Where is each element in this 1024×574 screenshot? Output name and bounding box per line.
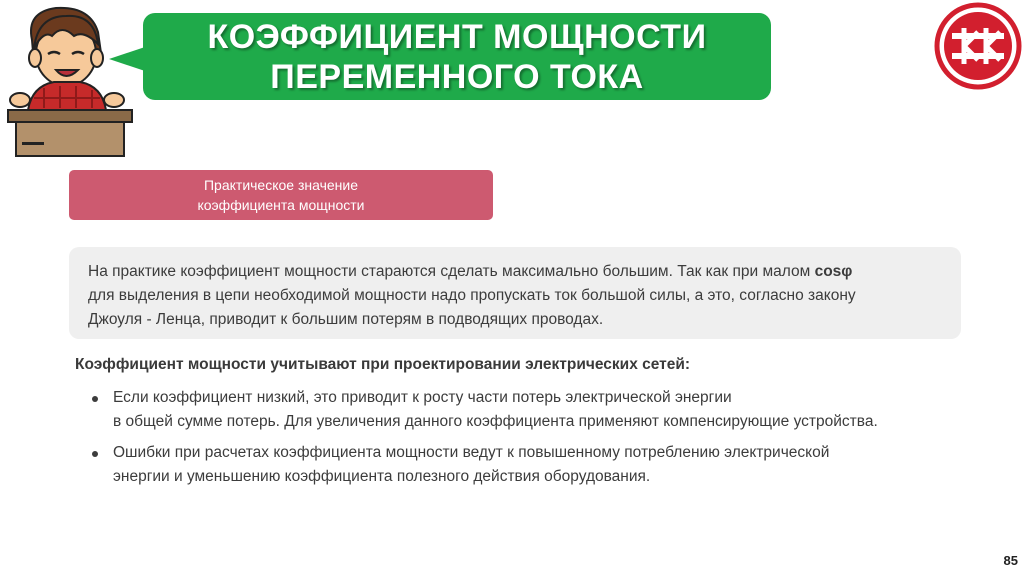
- page-number: 85: [1003, 553, 1018, 568]
- bullet-item: [92, 441, 972, 489]
- paragraph-line2: для выделения в цепи необходимой мощности надо пропускать ток большой силы, а это, согласно закону: [88, 287, 856, 304]
- red-circle-logo-icon: [934, 2, 1022, 90]
- slide-title-line2: ПЕРЕМЕННОГО ТОКА: [270, 57, 644, 96]
- paragraph-line3: Джоуля - Ленца, приводит к большим потерям в подводящих проводах.: [88, 311, 604, 328]
- bullet-dot-icon: [92, 396, 98, 402]
- bullet-line: энергии и уменьшению коэффициента полезного действия оборудования.: [113, 468, 651, 485]
- cosphi-term: cosφ: [814, 263, 853, 280]
- paragraph-line1-text: На практике коэффициент мощности стараются сделать максимально большим. Так как при малом: [88, 263, 815, 280]
- subtitle-box: [69, 170, 493, 220]
- bullet-item: [92, 386, 972, 434]
- intro-paragraph-box: [69, 247, 961, 339]
- section-heading: Коэффициент мощности учитывают при проектировании электрических сетей:: [75, 356, 691, 373]
- bullet-list: [92, 386, 972, 496]
- bullet-line: Если коэффициент низкий, это приводит к росту части потерь электрической энергии: [113, 389, 732, 406]
- speaking-boy-mascot-icon: [4, 2, 134, 158]
- bullet-line: в общей сумме потерь. Для увеличения данного коэффициента применяют компенсирующие устройства.: [113, 413, 878, 430]
- slide-title-line1: КОЭФФИЦИЕНТ МОЩНОСТИ: [207, 17, 707, 56]
- slide-title: [207, 17, 706, 97]
- bullet-line: Ошибки при расчетах коэффициента мощности ведут к повышенному потреблению электрической: [113, 444, 830, 461]
- subtitle-line2: коэффициента мощности: [197, 197, 365, 213]
- title-banner: [143, 13, 771, 100]
- subtitle-line1: Практическое значение: [203, 177, 359, 193]
- bullet-dot-icon: [92, 451, 98, 457]
- paragraph-line1: [88, 260, 942, 284]
